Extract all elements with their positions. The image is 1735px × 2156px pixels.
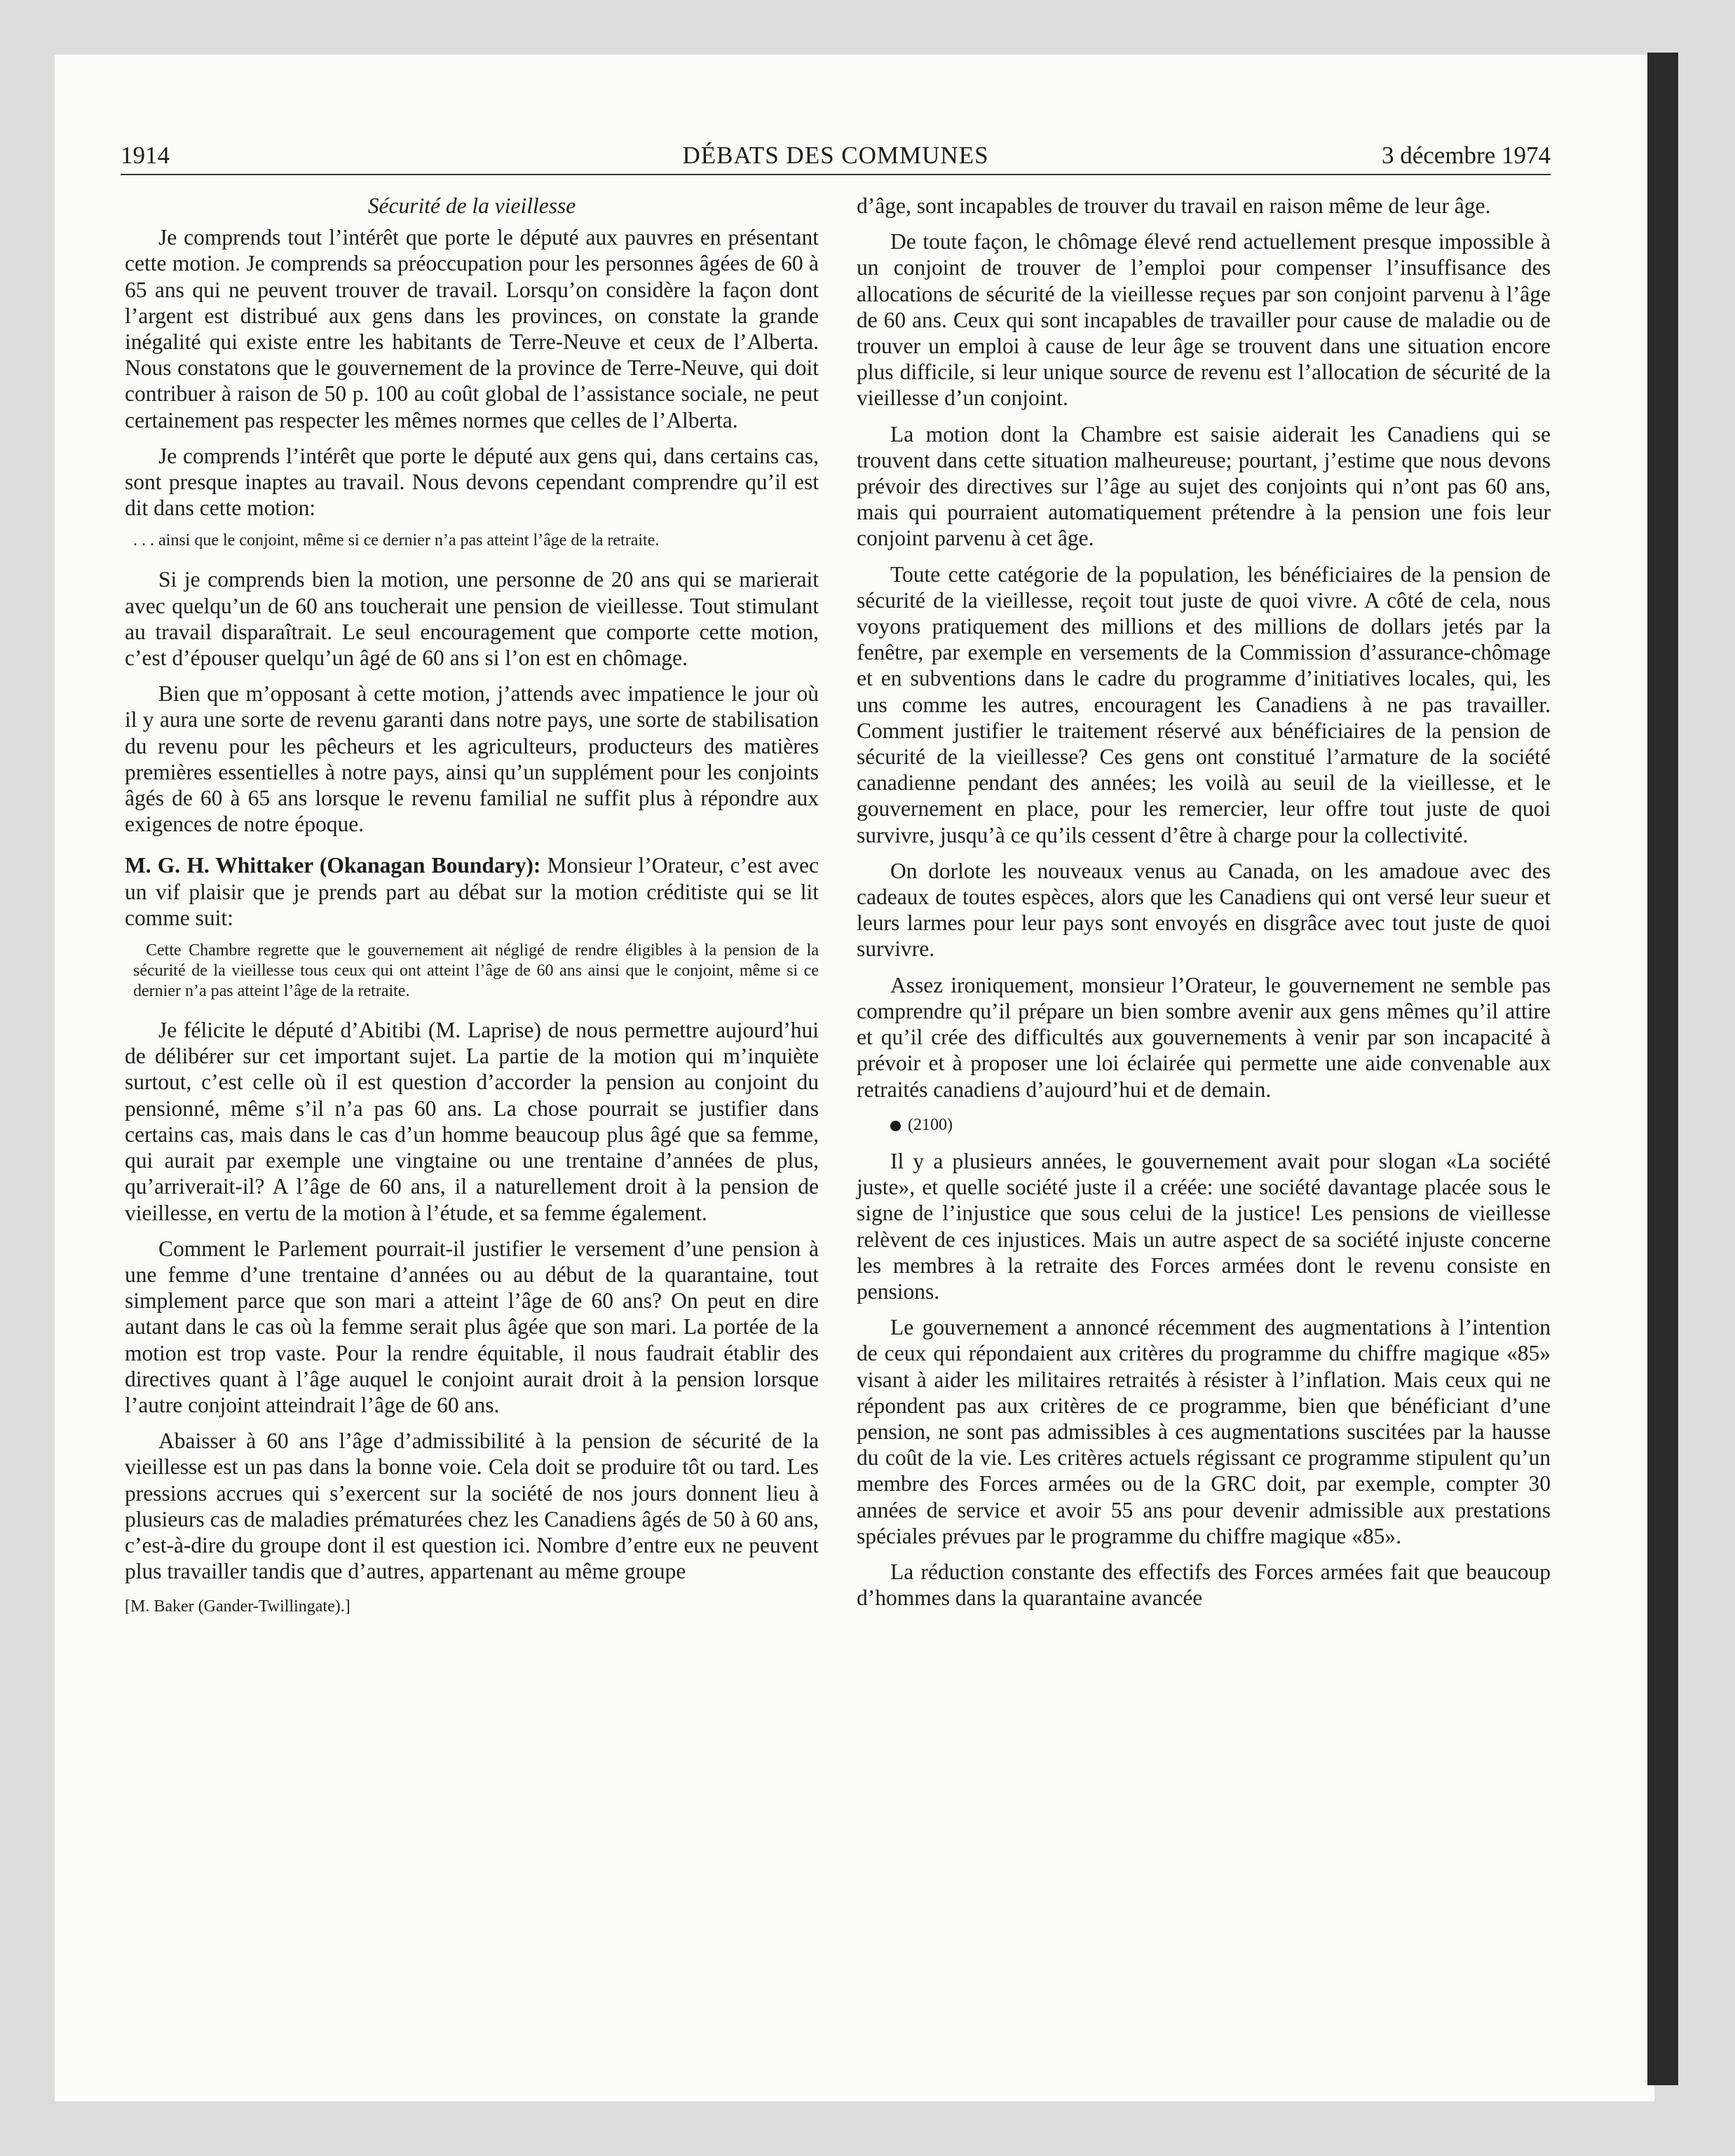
paragraph: De toute façon, le chômage élevé rend actuellement presque impossible à un conjoint de trouver de l’emploi pour compenser l’insuffisance des allocations de sécurité de la vieillesse reçues par son conjoint parvenu à l’âge de 60 ans. Ceux qui sont incapables de travailler pour cause de maladie ou de trouver un emploi à cause de leur âge se trouvent dans une situation encore plus difficile, si leur unique source de revenu est l’allocation de sécurité de la vieillesse d’un conjoint. (857, 229, 1551, 411)
paragraph: Bien que m’opposant à cette motion, j’attends avec impatience le jour où il y aura une sorte de revenu garanti dans notre pays, une sorte de stabilisation du revenu pour les pêcheurs et les agriculteurs, producteurs des matières premières essentielles à notre pays, ainsi qu’un supplément pour les conjoints âgés de 60 à 65 ans lorsque le revenu familial ne suffit plus à répondre aux exigences de notre époque. (125, 681, 819, 837)
speaker-paragraph (125, 852, 819, 931)
paragraph: Abaisser à 60 ans l’âge d’admissibilité à la pension de sécurité de la vieillesse est un pas dans la bonne voie. Cela doit se produire tôt ou tard. Les pressions accrues qui s’exercent sur la société de nos jours donnent lieu à plusieurs cas de maladies prématurées chez les Canadiens âgés de 50 à 60 ans, c’est-à-dire du groupe dont il est question ici. Nombre d’entre eux ne peuvent plus travailler tandis que d’autres, appartenant au même groupe (125, 1428, 819, 1584)
section-title: Sécurité de la vieillesse (367, 193, 576, 218)
speaker-text: Monsieur l’Orateur, c’est avec un vif plaisir que je prends part au débat sur la motion créditiste qui se lit comme suit: (125, 853, 819, 930)
motion-quote: . . . ainsi que le conjoint, même si ce dernier n’a pas atteint l’âge de la retraite. (133, 531, 660, 550)
page-header (121, 140, 1551, 175)
paragraph: Je comprends l’intérêt que porte le député aux gens qui, dans certains cas, sont presque inaptes au travail. Nous devons cependant comprendre qu’il est dit dans cette motion: (125, 443, 819, 521)
header-date: 3 décembre 1974 (1381, 142, 1551, 169)
paragraph: Il y a plusieurs années, le gouvernement avait pour slogan «La société juste», et quelle société juste il a créée: une société davantage placée sous le signe de l’injustice que sous celui de la justice! Les pensions de vieillesse relèvent de ces injustices. Mais un autre aspect de sa société injuste concerne les membres à la retraite des Forces armées dont le revenu consiste en pensions. (857, 1148, 1551, 1304)
paragraph: d’âge, sont incapables de trouver du travail en raison même de leur âge. (857, 193, 1491, 218)
paragraph: La réduction constante des effectifs des Forces armées fait que beaucoup d’hommes dans la quarantaine avancée (857, 1559, 1551, 1611)
paragraph: Toute cette catégorie de la population, les bénéficiaires de la pension de sécurité de la vieillesse, reçoit tout juste de quoi vivre. A côté de cela, nous voyons pratiquement des millions et des millions de dollars jetés par la fenêtre, par exemple en versements de la Commission d’assurance-chômage et en subventions dans le cadre du programme d’initiatives locales, qui, les uns comme les autres, encouragent les Canadiens à ne pas travailler. Comment justifier le traitement réservé aux bénéficiaires de la pension de sécurité de la vieillesse? Ces gens ont constitué l’armature de la société canadienne pendant des années; les voilà au seuil de la vieillesse, et le gouvernement en place, pour les remercier, leur offre tout juste de quoi survivre, jusqu’à ce qu’ils cessent d’être à charge pour la collectivité. (857, 561, 1551, 847)
bullet-icon (890, 1121, 901, 1131)
publication-title: DÉBATS DES COMMUNES (682, 142, 989, 169)
paragraph: Assez ironiquement, monsieur l’Orateur, le gouvernement ne semble pas comprendre qu’il prépare un bien sombre avenir aux gens mêmes qu’il attire et qu’il crée des difficultés aux gouvernements à venir par son incapacité à prévoir et à proposer une loi éclairée qui permette une aide convenable aux retraités canadiens d’aujourd’hui et de demain. (857, 972, 1551, 1102)
paragraph: Le gouvernement a annoncé récemment des augmentations à l’intention de ceux qui répondaient aux critères du programme du chiffre magique «85» visant à aider les militaires retraités à résister à l’inflation. Mais ceux qui ne répondent pas aux critères de ce programme, bien que bénéficiant d’une pension, ne sont pas admissibles à ces augmentations suscitées par la hausse du coût de la vie. Les critères actuels régissant ce programme stipulent qu’un membre des Forces armées ou de la GRC doit, par exemple, compter 30 années de service et avoir 55 ans pour devenir admissible aux prestations spéciales prévues par le programme du chiffre magique «85». (857, 1315, 1551, 1548)
paragraph: Je comprends tout l’intérêt que porte le député aux pauvres en présentant cette motion. Je comprends sa préoccupation pour les personnes âgées de 60 à 65 ans qui ne peuvent trouver de travail. Lorsqu’on considère la façon dont l’argent est distribué aux gens dans les provinces, on constate la grande inégalité qui existe entre les habitants de Terre-Neuve et ceux de l’Alberta. Nous constatons que le gouvernement de la province de Terre-Neuve, qui doit contribuer à raison de 50 p. 100 au coût global de l’assistance sociale, ne peut certainement pas respecter les mêmes normes que celles de l’Alberta. (125, 225, 819, 432)
left-column (125, 193, 819, 1630)
speaker-attribution: [M. Baker (Gander-Twillingate).] (125, 1597, 351, 1616)
time-marker-text: (2100) (908, 1115, 953, 1134)
paragraph: Si je comprends bien la motion, une personne de 20 ans qui se marierait avec quelqu’un de 60 ans toucherait une pension de vieillesse. Tout stimulant au travail disparaîtrait. Le seul encouragement que comporte cette motion, c’est d’épouser quelqu’un âgé de 60 ans si l’on est en chômage. (125, 567, 819, 671)
paragraph: La motion dont la Chambre est saisie aiderait les Canadiens qui se trouvent dans cette situation malheureuse; pourtant, j’estime que nous devons prévoir des directives sur l’âge au sujet des conjoints qui n’ont pas 60 ans, mais qui pourraient automatiquement prétendre à la pension une fois leur conjoint parvenu à cet âge. (857, 421, 1551, 551)
paragraph: Je félicite le député d’Abitibi (M. Laprise) de nous permettre aujourd’hui de délibérer sur cet important sujet. La partie de la motion qui m’inquiète surtout, c’est celle où il est question d’accorder la pension au conjoint du pensionné, même s’il n’a pas 60 ans. La chose pourrait se justifier dans certains cas, mais dans le cas d’un homme beaucoup plus âgé que sa femme, qui aurait par exemple une vingtaine ou une trentaine d’années de plus, qu’arriverait-il? A l’âge de 60 ans, il a naturellement droit à la pension de vieillesse, en vertu de la motion à l’étude, et sa femme également. (125, 1018, 819, 1225)
speaker-name: M. G. H. Whittaker (Okanagan Boundary): (125, 853, 541, 878)
paragraph: On dorlote les nouveaux venus au Canada, on les amadoue avec des cadeaux de toutes espèces, alors que les Canadiens qui ont versé leur sueur et leurs larmes pour leur pays sont envoyés en disgrâce avec tout juste de quoi survivre. (857, 858, 1551, 962)
time-marker (857, 1112, 1551, 1138)
paragraph: Comment le Parlement pourrait-il justifier le versement d’une pension à une femme d’une trentaine d’années ou au début de la quarantaine, tout simplement parce que son mari a atteint l’âge de 60 ans? On peut en dire autant dans le cas où la femme serait plus âgée que son mari. La portée de la motion est trop vaste. Pour la rendre équitable, il nous faudrait établir des directives quant à l’âge auquel le conjoint aurait droit à la pension lorsque l’autre conjoint atteindrait l’âge de 60 ans. (125, 1236, 819, 1417)
right-column (857, 193, 1551, 1621)
page-number: 1914 (121, 142, 170, 169)
motion-quote: Cette Chambre regrette que le gouvernement ait négligé de rendre éligibles à la pension de la sécurité de la vieillesse tous ceux qui ont atteint l’âge de 60 ans ainsi que le conjoint, même si ce dernier n’a pas atteint l’âge de la retraite. (133, 941, 819, 1001)
scan-edge-bar (1647, 53, 1678, 2085)
